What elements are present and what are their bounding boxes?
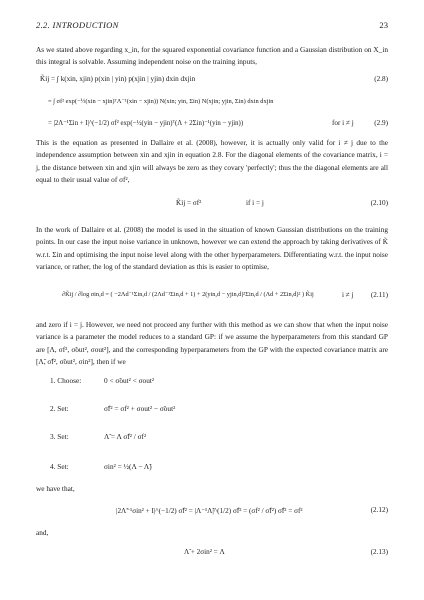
paragraph-diagonal: This is the equation as presented in Dallaire et al. (2008), however, it is actually only valid for i ≠ j due to the independence assumption between xin and xjin in equation 2.8. For the diagonal elements of the covariance matrix, i = j, the distance between xin and xjin will always be zero as they covary 'perfectly'; thus the the diagonal elements are all equal to their usual value of σf², — [36, 138, 388, 185]
step-label: 2. Set: — [50, 404, 69, 413]
equation-2-8-line-2 — [36, 97, 388, 111]
equation-number: (2.11) — [370, 291, 388, 299]
equation-number: (2.9) — [374, 119, 388, 127]
step-choose — [50, 376, 380, 390]
step-set-lengthscale — [50, 432, 380, 446]
step-math: σin² = ½(Λ − Λ̃) — [104, 462, 152, 471]
equation-2-9 — [36, 119, 388, 133]
equation-2-11 — [36, 291, 388, 305]
step-set-signal — [50, 404, 380, 418]
equation-condition: if i = j — [246, 199, 264, 207]
step-set-input-noise — [50, 462, 380, 476]
equation-body: ∂K̃ij / ∂log σin,d = ( −2Λd⁻¹Σin,d / (2Λd⁻¹Σin,d + 1) + 2(yin,d − yjin,d)²Σin,d / (Λd + 2Σin,d)² ) K̃ij — [62, 291, 314, 298]
equation-body: = |2Λ⁻¹Σin + I|^(−1/2) σf² exp(−½(yin − yjin)ᵀ(Λ + 2Σin)⁻¹(yin − yjin)) — [48, 120, 244, 127]
step-label: 3. Set: — [50, 432, 69, 441]
equation-body: Λ̃ + 2σin² = Λ — [184, 548, 225, 556]
equation-number: (2.12) — [370, 506, 388, 514]
equation-2-13 — [36, 548, 388, 562]
paragraph-intro: As we stated above regarding x_in, for the squared exponential covariance function and a Gaussian distribution on X_in this integral is solvable. Assuming independent noise on the training inputs, — [36, 45, 388, 67]
equation-condition: i ≠ j — [342, 291, 354, 299]
equation-number: (2.8) — [374, 75, 388, 83]
section-title: 2.2. INTRODUCTION — [36, 20, 119, 30]
equation-body: |2Λ̃⁻¹σin² + I|^(−1/2) σ̃f² = |Λ⁻¹Λ̃|^(1/2) σ̃f² = (σf² / σ̃f²) σ̃f² = σf² — [116, 507, 303, 515]
step-math: σ̃f² = σf² + σout² − σ̃out² — [104, 404, 176, 413]
equation-body: K̃ij = ∫ k(xin, xjin) p(xin | yin) p(xjin | yjin) dxin dxjin — [40, 75, 196, 83]
step-label: 4. Set: — [50, 462, 69, 471]
equation-number: (2.13) — [370, 548, 388, 556]
page-number: 23 — [379, 20, 388, 30]
paragraph-method: In the work of Dallaire et al. (2008) the model is used in the situation of known Gaussian distributions on the training points. In our case the input noise variance in unknown, however we can extend the approach by taking derivatives of K̃ w.r.t. Σin and optimising the input noise level along with the other hyperparameters. Differentiating w.r.t. the input noise variance, or rather, the log of the standard deviation as this is easier to optimise, — [36, 225, 388, 272]
step-math: 0 < σ̃out² < σout² — [104, 376, 155, 385]
equation-body: K̃ij = σf² — [176, 199, 202, 207]
equation-condition: for i ≠ j — [332, 119, 354, 127]
equation-2-12 — [36, 506, 388, 520]
equation-2-8-line-1 — [36, 75, 388, 89]
equation-number: (2.10) — [370, 199, 388, 207]
paragraph-we-have: we have that, — [36, 484, 75, 493]
equation-2-10 — [36, 199, 388, 213]
step-math: Λ̃ = Λ σ̃f² / σf² — [104, 432, 147, 441]
equation-body: = ∫ σf² exp(−½(xin − xjin)ᵀΛ⁻¹(xin − xjin)) N(xin; yin, Σin) N(xjin; yjin, Σin) dxin dxjin — [48, 98, 274, 105]
running-header — [36, 20, 388, 34]
step-label: 1. Choose: — [50, 376, 82, 385]
paragraph-and: and, — [36, 528, 49, 537]
paragraph-reduction: and zero if i = j. However, we need not proceed any further with this method as we can show that when the input noise variance is a parameter the model reduces to a standard GP: if we assume the hyperparameters from this standard GP are [Λ, σf², σ̃out², σout²], and the corresponding hyperparameters from the GP with the expected covariance matrix are [Λ̃, σ̃f², σ̃out², σin²], then if we — [36, 320, 388, 367]
